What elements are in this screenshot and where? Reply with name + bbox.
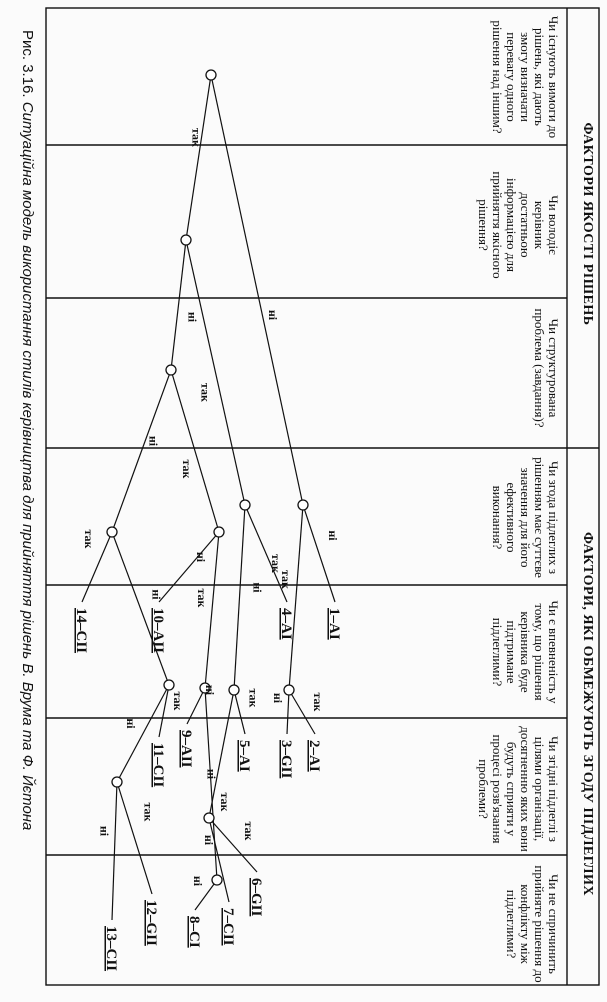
- outcome-style-label: 13–СІІ: [103, 926, 119, 972]
- decision-node: [112, 777, 122, 787]
- tree-edge: [186, 240, 245, 505]
- decision-node: [212, 875, 222, 885]
- branch-label-no: ні: [203, 684, 217, 696]
- branch-label-yes: так: [198, 383, 213, 402]
- branch-label-yes: так: [180, 459, 194, 479]
- tree-edge: [112, 370, 171, 532]
- outcome-style-label: 9–АІІ: [178, 730, 194, 768]
- branch-label-yes: так: [269, 554, 283, 573]
- decision-node: [284, 685, 294, 695]
- tree-edge: [117, 782, 152, 894]
- tree-edge: [303, 505, 335, 602]
- decision-node: [298, 500, 308, 510]
- outcome-style-label: 8–СІ: [186, 916, 202, 948]
- outcome-style-label: 2–АІ: [306, 740, 322, 772]
- branch-label-yes: так: [141, 802, 156, 822]
- outcome-style-label: 5–АІ: [236, 740, 252, 772]
- branch-label-yes: так: [189, 128, 204, 147]
- decision-node: [181, 235, 191, 245]
- branch-label-no: ні: [202, 834, 216, 846]
- figure-caption: [19, 30, 36, 980]
- branch-label-no: ні: [191, 875, 205, 887]
- tree-edge: [289, 505, 303, 690]
- outcome-style-label: 14–СІІ: [73, 608, 89, 654]
- branch-label-yes: так: [311, 692, 325, 712]
- branch-label-no: ні: [194, 551, 208, 563]
- branch-label-no: ні: [124, 718, 138, 729]
- branch-label-no: ні: [97, 825, 112, 837]
- outcome-style-label: 1–АІ: [326, 608, 342, 640]
- header-quality-factors: ФАКТОРИ ЯКОСТІ РІШЕНЬ: [580, 122, 595, 326]
- branch-label-yes: так: [82, 529, 96, 549]
- outcome-style-label: 6–GІІ: [248, 878, 264, 917]
- decision-node: [240, 500, 250, 510]
- frame-border: [46, 8, 599, 985]
- outcome-style-label: 11–СІІ: [150, 743, 166, 788]
- decision-node: [164, 680, 174, 690]
- tree-edge: [112, 782, 117, 920]
- tree-edge: [234, 505, 245, 690]
- branch-label-yes: так: [195, 588, 209, 608]
- tree-edge: [287, 690, 289, 734]
- branch-label-no: ні: [149, 589, 164, 600]
- tree-edge: [209, 818, 229, 902]
- outcome-style-label: 4–АІ: [278, 608, 294, 640]
- branch-label-no: ні: [185, 311, 200, 323]
- branch-label-yes: так: [242, 821, 256, 841]
- tree-edge: [159, 532, 219, 602]
- tree-edge: [159, 685, 169, 737]
- decision-node: [206, 70, 216, 80]
- decision-node: [229, 685, 239, 695]
- branch-label-yes: так: [246, 688, 261, 708]
- question-1: Чи існують вимоги до рішень, які дають змогу визначати перевагу одного рішення над іншим?: [490, 15, 561, 139]
- branch-label-no: ні: [146, 435, 161, 447]
- question-6: Чи згідні підлеглі з цілями організації, досягненню яких вони будуть сприяти у процесі розв'язання проблеми?: [476, 726, 561, 852]
- tree-edge: [211, 75, 303, 505]
- decision-node: [214, 527, 224, 537]
- question-5: Чи є впевненість у тому, що рішення керівника буде підтримане підлеглими?: [490, 600, 561, 704]
- decision-node: [107, 527, 117, 537]
- header-acceptance-factors: ФАКТОРИ, ЯКІ ОБМЕЖУЮТЬ ЗГОДУ ПІДЛЕГЛИХ: [580, 532, 595, 896]
- tree-edge: [234, 690, 245, 734]
- decision-node: [204, 813, 214, 823]
- question-7: Чи не спричинить прийняте рішення до конфлікту між підлеглими?: [504, 865, 561, 983]
- caption-prefix: Рис. 3.16.: [19, 30, 36, 98]
- outcome-style-label: 10–АІІ: [150, 608, 166, 654]
- question-3: Чи структурована проблема (завдання)?: [532, 308, 561, 428]
- question-2: Чи володіє керівник достатньою інформацією для прийняття якісного рішення?: [476, 171, 561, 279]
- branch-label-no: ні: [326, 530, 340, 541]
- caption-text: Ситуаційна модель використання стилів керівництва для прийняття рішень В. Врума та Ф. Йєтона: [19, 101, 36, 831]
- outcome-style-label: 3–GІІ: [278, 740, 294, 779]
- branch-label-no: ні: [266, 309, 280, 321]
- outcome-style-label: 12–GІІ: [143, 900, 159, 946]
- branch-label-yes: так: [218, 792, 232, 812]
- tree-edge: [171, 240, 186, 370]
- branch-label-yes: так: [279, 570, 293, 589]
- decision-node: [166, 365, 176, 375]
- outcome-style-label: 7–СІІ: [220, 908, 236, 946]
- decision-tree: [42, 0, 607, 1002]
- branch-label-no: ні: [250, 582, 265, 593]
- branch-label-yes: так: [171, 691, 185, 711]
- branch-label-no: ні: [271, 692, 285, 704]
- tree-edge: [186, 75, 211, 240]
- question-4: Чи згода підлеглих з рішенням має суттєве значення для його ефективного виконання?: [490, 457, 561, 578]
- branch-label-no: ні: [204, 768, 219, 780]
